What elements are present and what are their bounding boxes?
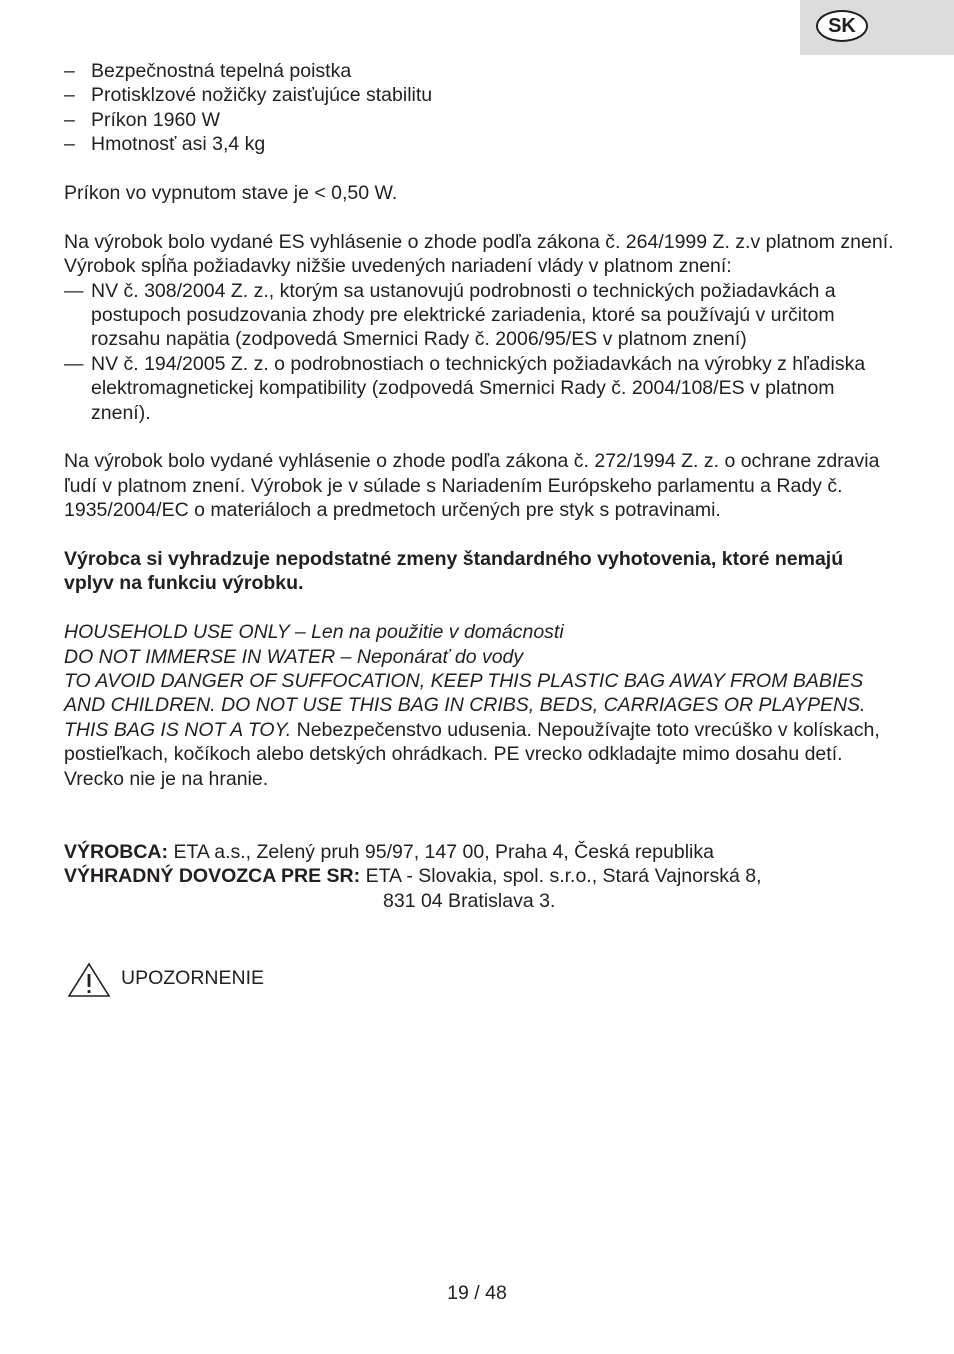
bag-warning-en: TO AVOID DANGER OF SUFFOCATION, KEEP THIS PLASTIC BAG AWAY FROM BABIES AND CHILDREN. DO NOT USE THIS BAG IN CRIBS, BEDS, CARRIAGES OR PLAYPENS. THIS BAG IS NOT A TOY.	[64, 670, 866, 741]
immerse-warning: DO NOT IMMERSE IN WATER – Neponárať do vody	[64, 645, 524, 668]
regulation-item: — NV č. 308/2004 Z. z., ktorým sa ustanovujú podrobnosti o technických požiadavkách a postupoch posudzovania zhody pre elektrické zariadenia, ktoré sa používajú v určitom rozsahu napätia (zodpovedá Smernici Rady č. 2006/95/ES v platnom znení)	[64, 279, 894, 352]
page-number: 19 / 48	[447, 1282, 507, 1304]
manufacturer-label: VÝROBCA:	[64, 840, 169, 863]
feature-list	[64, 59, 894, 157]
regulation-item: — NV č. 194/2005 Z. z. o podrobnostiach o technických požiadavkách na výrobky z hľadiska elektromagnetickej kompatibility (zodpovedá Smernici Rady č. 2004/108/ES v platnom znení).	[64, 352, 894, 425]
food-safety-text: Na výrobok bolo vydané vyhlásenie o zhode podľa zákona č. 272/1994 Z. z. o ochrane zdravia ľudí v platnom znení. Výrobok je v súlade s Nariadením Európskeho parlamentu a Rady č. 1935/2004/EC o materiáloch a predmetoch určených pre styk s potravinami.	[64, 450, 880, 522]
household-warning: HOUSEHOLD USE ONLY – Len na použitie v domácnosti	[64, 621, 564, 644]
regulation-list	[64, 279, 894, 425]
document-body	[64, 59, 894, 998]
list-item: – Bezpečnostná tepelná poistka	[64, 59, 894, 83]
importer-label: VÝHRADNÝ DOVOZCA PRE SR:	[64, 865, 361, 888]
language-badge: SK	[816, 10, 868, 42]
list-item: – Príkon 1960 W	[64, 108, 894, 132]
list-item: – Hmotnosť asi 3,4 kg	[64, 132, 894, 156]
caution-label: UPOZORNENIE	[121, 966, 265, 989]
standby-power-text: Príkon vo vypnutom stave je < 0,50 W.	[64, 182, 398, 205]
warnings-block	[64, 620, 894, 791]
warning-triangle-icon	[67, 962, 111, 998]
list-item: – Protisklzové nožičky zaisťujúce stabilitu	[64, 83, 894, 107]
conformity-intro: Na výrobok bolo vydané ES vyhlásenie o zhode podľa zákona č. 264/1999 Z. z.v platnom znení. Výrobok spĺňa požiadavky nižšie uvedených nariadení vlády v platnom znení:	[64, 230, 894, 278]
caution-row	[67, 962, 894, 998]
bag-warning-sk: Nebezpečenstvo udusenia. Nepoužívajte toto vrecúško v kolískach, postieľkach, kočíkoch alebo detských ohrádkach. PE vrecko odkladajte mimo dosahu detí. Vrecko nie je na hranie.	[64, 718, 880, 790]
manufacturer-value: ETA a.s., Zelený pruh 95/97, 147 00, Praha 4, Česká republika	[173, 840, 714, 863]
manufacturer-notice: Výrobca si vyhradzuje nepodstatné zmeny štandardného vyhotovenia, ktoré nemajú vplyv na funkciu výrobku.	[64, 548, 844, 595]
contacts-block	[64, 840, 894, 913]
importer-value-line1: ETA - Slovakia, spol. s.r.o., Stará Vajnorská 8,	[365, 865, 762, 888]
importer-value-line2: 831 04 Bratislava 3.	[383, 889, 556, 912]
